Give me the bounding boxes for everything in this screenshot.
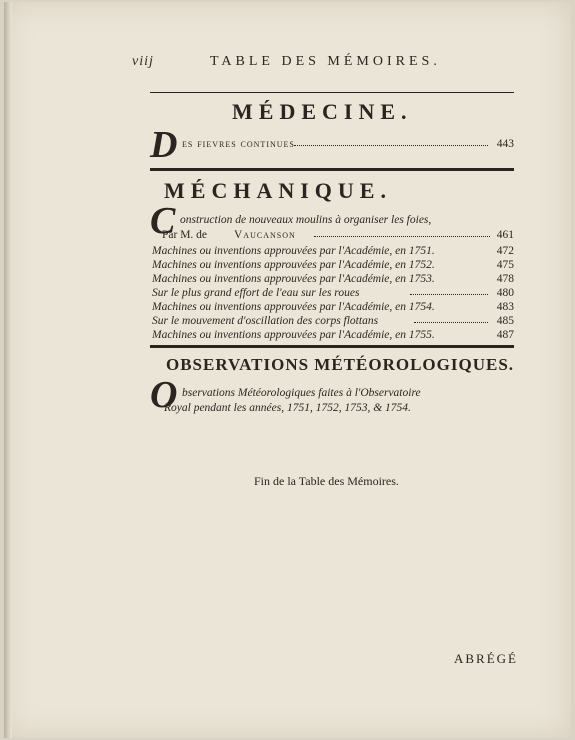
page-header bbox=[132, 52, 462, 72]
leader-dots bbox=[414, 322, 488, 323]
entry-text: Machines ou inventions approuvées par l'Académie, en 1755. bbox=[152, 329, 435, 341]
entry-text: Royal pendant les années, 1751, 1752, 1753, & 1754. bbox=[164, 402, 411, 414]
entry-text: Sur le mouvement d'oscillation des corps flottans bbox=[152, 315, 379, 327]
catchword: ABRÉGÉ bbox=[454, 651, 518, 666]
book-page bbox=[4, 2, 571, 738]
entry-text: es fievres continues bbox=[182, 138, 295, 150]
entry-observations-line1 bbox=[182, 387, 514, 402]
page-gutter-shadow bbox=[4, 2, 12, 738]
entry-page: 480 bbox=[496, 287, 514, 299]
entry-page: 485 bbox=[496, 315, 514, 327]
leader-dots bbox=[410, 294, 488, 295]
leader-dots bbox=[314, 236, 490, 237]
leader-dots bbox=[294, 145, 488, 146]
entry-text: Machines ou inventions approuvées par l'Académie, en 1752. bbox=[152, 259, 435, 271]
entry-machines-1752 bbox=[152, 259, 514, 274]
author-prefix: Par M. de bbox=[162, 229, 208, 241]
dropcap-medecine: D bbox=[150, 124, 178, 166]
entry-text: onstruction de nouveaux moulins à organiser les foies, bbox=[180, 214, 432, 226]
author-name: Vaucanson bbox=[234, 229, 296, 241]
entry-oscillation bbox=[152, 315, 514, 330]
entry-text: Machines ou inventions approuvées par l'Académie, en 1754. bbox=[152, 301, 435, 313]
entry-machines-1755 bbox=[152, 329, 514, 344]
page-number: viij bbox=[132, 54, 154, 69]
mechanique-bottom-rule bbox=[150, 345, 514, 348]
running-title: TABLE DES MÉMOIRES. bbox=[210, 54, 441, 69]
entry-page: 472 bbox=[496, 245, 514, 257]
entry-machines-1753 bbox=[152, 273, 514, 288]
entry-text: Machines ou inventions approuvées par l'Académie, en 1753. bbox=[152, 273, 435, 285]
dropcap-observations: O bbox=[150, 374, 178, 416]
medecine-top-rule bbox=[150, 92, 514, 93]
entry-text: bservations Météorologiques faites à l'Observatoire bbox=[182, 387, 421, 399]
entry-text: Machines ou inventions approuvées par l'Académie, en 1751. bbox=[152, 245, 435, 257]
entry-effort-eau bbox=[152, 287, 514, 302]
section-title-mechanique: MÉCHANIQUE. bbox=[164, 178, 392, 203]
entry-medecine bbox=[182, 138, 514, 153]
section-title-observations: OBSERVATIONS MÉTÉOROLOGIQUES. bbox=[166, 355, 515, 374]
end-of-table-text: Fin de la Table des Mémoires. bbox=[254, 474, 399, 488]
entry-page: 483 bbox=[496, 301, 514, 313]
section-title-medecine: MÉDECINE. bbox=[232, 99, 413, 124]
entry-machines-1751 bbox=[152, 245, 514, 260]
entry-observations-line2 bbox=[164, 402, 514, 417]
entry-machines-1754 bbox=[152, 301, 514, 316]
entry-text: Sur le plus grand effort de l'eau sur les roues bbox=[152, 287, 360, 299]
entry-page: 443 bbox=[496, 138, 514, 150]
entry-page: 461 bbox=[496, 229, 514, 241]
entry-page: 478 bbox=[496, 273, 514, 285]
entry-construction-line1 bbox=[180, 214, 514, 229]
entry-page: 475 bbox=[496, 259, 514, 271]
medecine-bottom-rule bbox=[150, 168, 514, 171]
entry-page: 487 bbox=[496, 329, 514, 341]
entry-construction-author bbox=[162, 229, 514, 244]
dropcap-mechanique: C bbox=[150, 200, 176, 242]
